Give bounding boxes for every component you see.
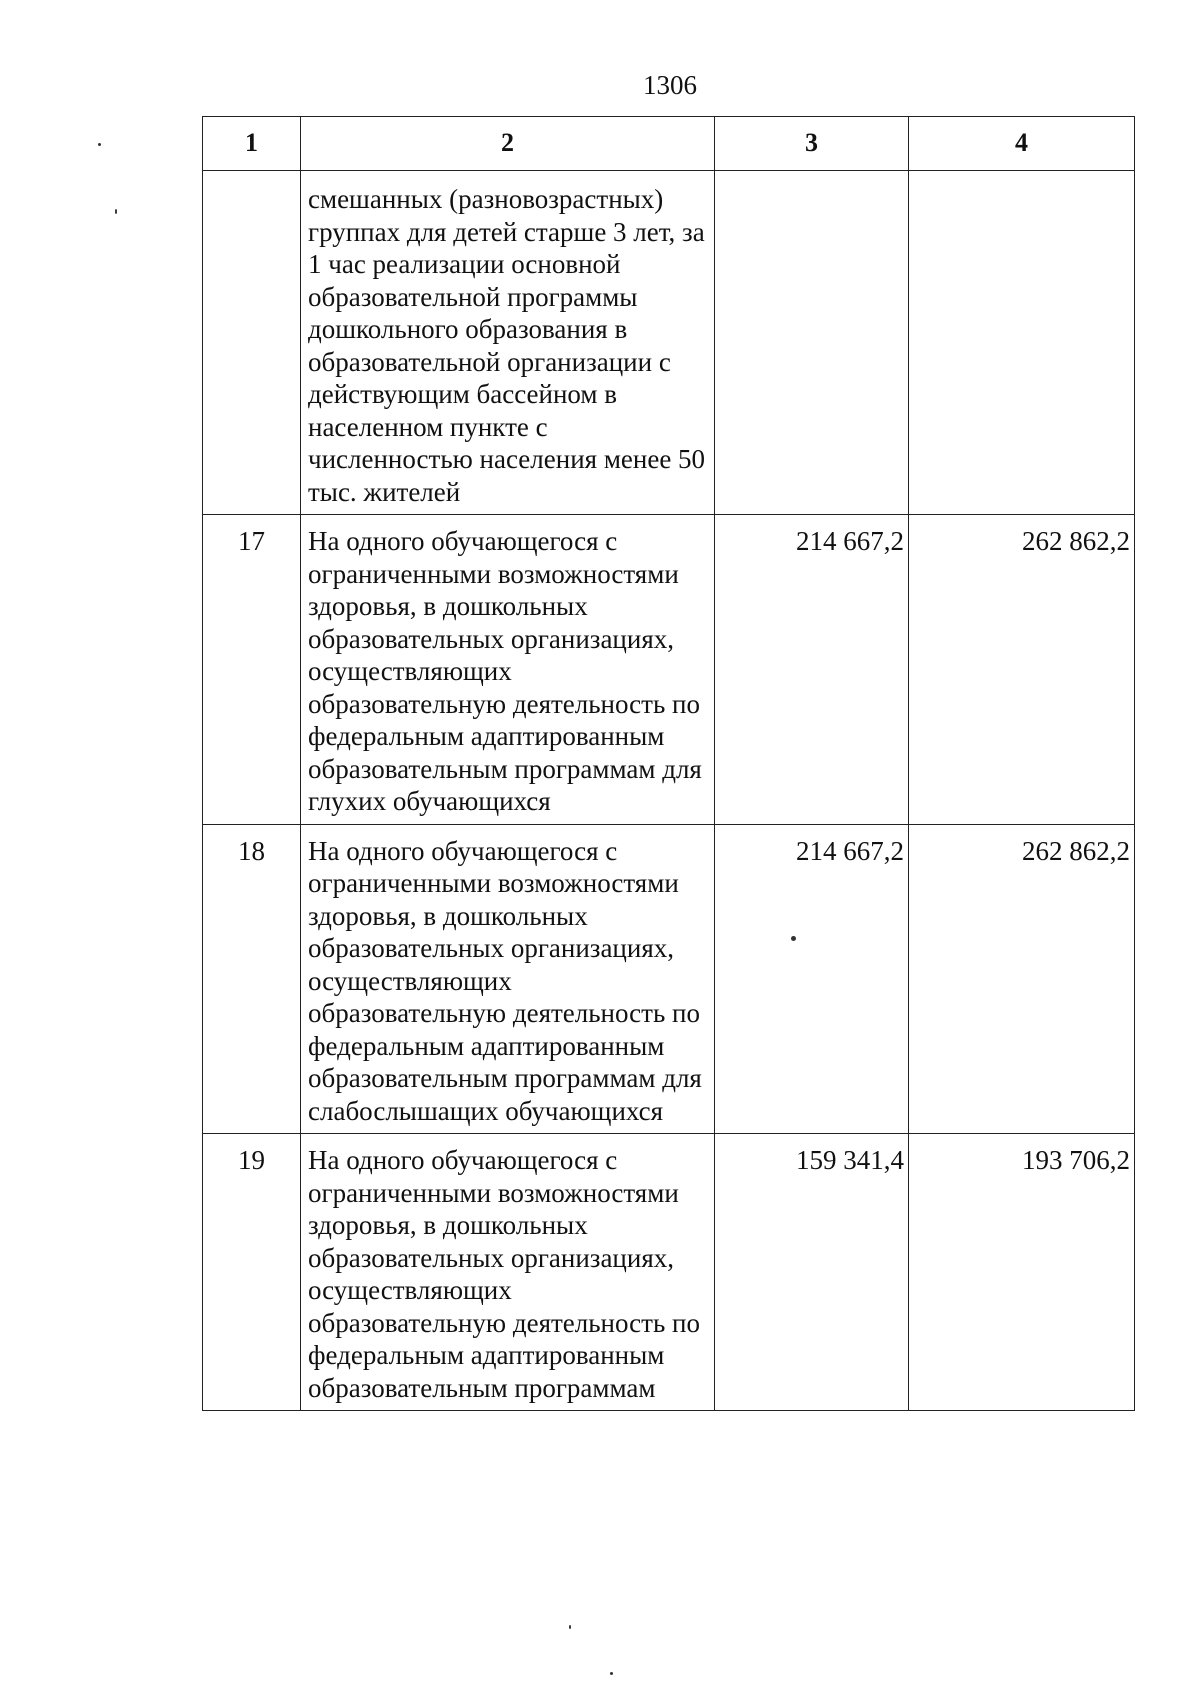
row-number: 17 xyxy=(203,515,301,825)
page-number: 1306 xyxy=(643,70,697,100)
row-value-col4: 262 862,2 xyxy=(909,515,1135,825)
row-description: смешанных (разновозрастных) группах для детей старше 3 лет, за 1 час реализации основной образовательной программы дошкольного образования в образовательной организации с действующим бассейном в населенном пункте с численностью населения менее 50 тыс. жителей xyxy=(301,171,715,515)
column-header-1: 1 xyxy=(203,117,301,171)
row-value-col4: 262 862,2 xyxy=(909,824,1135,1134)
scan-speck xyxy=(98,143,101,146)
table-row xyxy=(203,824,1135,1134)
column-header-4: 4 xyxy=(909,117,1135,171)
table-header-row xyxy=(203,117,1135,171)
row-description: На одного обучающегося с ограниченными возможностями здоровья, в дошкольных образовательных организациях, осуществляющих образовательную деятельность по федеральным адаптированным образовательным программам для слабослышащих обучающихся xyxy=(301,824,715,1134)
row-value-col3 xyxy=(715,171,909,515)
row-number: 18 xyxy=(203,824,301,1134)
row-value-col4 xyxy=(909,171,1135,515)
column-header-3: 3 xyxy=(715,117,909,171)
table-row xyxy=(203,1134,1135,1411)
scan-speck xyxy=(569,1625,571,1629)
scan-speck xyxy=(610,1672,613,1675)
row-value-col3: 159 341,4 xyxy=(715,1134,909,1411)
table-row xyxy=(203,171,1135,515)
table-row xyxy=(203,515,1135,825)
row-value-col4: 193 706,2 xyxy=(909,1134,1135,1411)
column-header-2: 2 xyxy=(301,117,715,171)
row-value-col3: 214 667,2 xyxy=(715,515,909,825)
row-number: 19 xyxy=(203,1134,301,1411)
scan-speck xyxy=(115,209,117,214)
data-table xyxy=(202,116,1135,1411)
row-number xyxy=(203,171,301,515)
row-description: На одного обучающегося с ограниченными возможностями здоровья, в дошкольных образовательных организациях, осуществляющих образовательную деятельность по федеральным адаптированным образовательным программам xyxy=(301,1134,715,1411)
scan-speck xyxy=(791,936,796,941)
row-description: На одного обучающегося с ограниченными возможностями здоровья, в дошкольных образовательных организациях, осуществляющих образовательную деятельность по федеральным адаптированным образовательным программам для глухих обучающихся xyxy=(301,515,715,825)
row-value-col3: 214 667,2 xyxy=(715,824,909,1134)
